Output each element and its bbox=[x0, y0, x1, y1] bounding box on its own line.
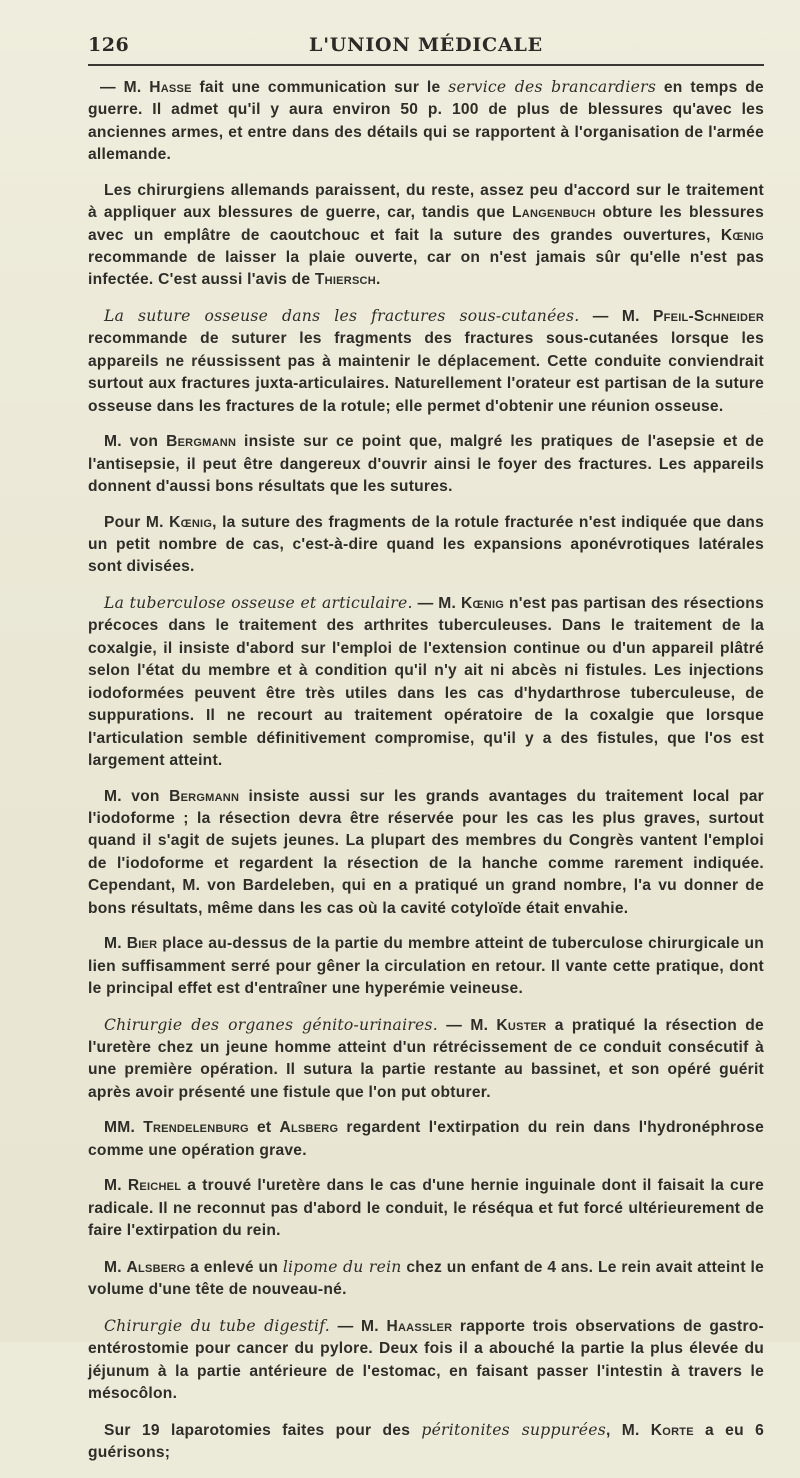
paragraph bbox=[88, 1419, 764, 1465]
text-run: Pour M. bbox=[104, 513, 170, 531]
text-run: rapporte trois observations de gastro-entérostomie pour cancer du pylore. Deux fois il a abouché la partie la plus élevée du jéjunum à la partie antérieure de l'estomac, en faisant passer l'intestin à travers le mésocôlon. bbox=[88, 1317, 764, 1402]
text-run: a enlevé un bbox=[185, 1258, 283, 1276]
author-name: Bergmann bbox=[169, 787, 240, 805]
text-run: recommande de laisser la plaie ouverte, car on n'est jamais sûr qu'elle n'est pas infectée. C'est aussi l'avis de bbox=[88, 249, 764, 289]
text-run: M. bbox=[104, 1177, 128, 1195]
author-name: Thiersch bbox=[314, 271, 376, 289]
text-run: — M. bbox=[579, 308, 653, 326]
author-name: Pfeil-Schneider bbox=[652, 308, 765, 326]
paragraph bbox=[88, 786, 764, 920]
page-number: 126 bbox=[88, 34, 130, 56]
author-name: Reichel bbox=[127, 1177, 182, 1195]
paragraph bbox=[88, 1117, 764, 1162]
paragraph bbox=[88, 512, 764, 579]
author-name: Kœnig bbox=[720, 226, 764, 244]
running-header bbox=[88, 30, 764, 64]
text-run: , M. bbox=[605, 1421, 651, 1439]
text-run: a pratiqué la résection de l'uretère chez un jeune homme atteint d'un rétrécissement de ce conduit consécutif à une première opération. Il sutura la partie restante au bassinet, et son opéré guérit après avoir présenté une fistule que l'on put obturer. bbox=[88, 1016, 764, 1101]
text-run: insiste aussi sur les grands avantages du traitement local par l'iodoforme ; la résection devra être réservée pour les cas les plus graves, surtout quand il s'agit de sujets jeunes. La plupart des membres du Congrès vantent l'emploi de l'iodoforme et regardent la résection de la hanche comme rarement indiquée. Cependant, M. von Bardeleben, qui en a pratiqué un grand nombre, l'a vu donner de bons résultats, même dans les cas où la cavité cotyloïde était envahie. bbox=[88, 787, 764, 917]
paragraph bbox=[88, 1175, 764, 1242]
text-run: M. bbox=[104, 935, 127, 953]
author-name: Kœnig bbox=[461, 595, 505, 613]
text-run: M. von bbox=[104, 433, 167, 451]
author-name: Alsberg bbox=[126, 1258, 186, 1276]
author-name: Kœnig bbox=[169, 513, 213, 531]
paragraph bbox=[88, 305, 764, 418]
text-run: M. bbox=[104, 1258, 127, 1276]
paragraph bbox=[88, 1014, 764, 1105]
italic-heading: lipome du rein bbox=[282, 1257, 402, 1276]
text-run: Sur 19 laparotomies faites pour des bbox=[104, 1421, 422, 1439]
text-run: chez un enfant de 4 ans. Le rein avait atteint le volume d'une tête de nouveau-né. bbox=[88, 1258, 764, 1299]
italic-heading: Chirurgie du tube digestif. bbox=[104, 1316, 330, 1335]
text-run: — M. bbox=[100, 79, 150, 96]
article-body bbox=[88, 76, 764, 1478]
paragraph bbox=[88, 76, 764, 167]
journal-title: L'UNION MÉDICALE bbox=[309, 34, 543, 56]
text-run: a trouvé l'uretère dans le cas d'une hernie inguinale dont il faisait la cure radicale. Il ne reconnut pas d'abord le conduit, le réséqua et fut forcé ultérieurement de faire l'extirpation du rein. bbox=[88, 1177, 764, 1240]
author-name: Hasse bbox=[149, 79, 192, 96]
italic-heading: service des brancardiers bbox=[448, 78, 657, 96]
paragraph bbox=[88, 592, 764, 772]
italic-heading: Chirurgie des organes génito-urinaires. bbox=[104, 1015, 438, 1034]
text-run: — M. bbox=[329, 1317, 387, 1335]
author-name: Alsberg bbox=[279, 1119, 339, 1137]
paragraph bbox=[88, 1256, 764, 1302]
text-run: Les chirurgiens allemands paraissent, du reste, assez peu d'accord sur le traitement à appliquer aux blessures de guerre, car, tandis que bbox=[88, 181, 764, 222]
author-name: Haassler bbox=[386, 1317, 453, 1335]
text-run: fait une communication sur le bbox=[191, 79, 449, 96]
text-run: obture les blessures avec un emplâtre de caoutchouc et fait la suture des grandes ouvertures, bbox=[88, 204, 765, 244]
text-run: , la suture des fragments de la rotule fracturée n'est indiquée que dans un petit nombre de cas, c'est-à-dire quand les expansions aponévrotiques latérales sont divisées. bbox=[88, 513, 765, 576]
italic-heading: La suture osseuse dans les fractures sous-cutanées. bbox=[104, 307, 580, 326]
text-run: M. von bbox=[104, 787, 170, 805]
author-name: Korte bbox=[650, 1421, 694, 1439]
text-run: a eu 6 guérisons; bbox=[88, 1421, 764, 1461]
paragraph bbox=[88, 1315, 764, 1406]
paragraph bbox=[88, 431, 764, 498]
text-run: place au-dessus de la partie du membre atteint de tuberculose chirurgicale un lien suffisamment serré pour gêner la circulation en retour. Il vante cette pratique, dont le principal effet est d'entraîner une hyperémie veineuse. bbox=[88, 935, 764, 997]
author-name: Trendelenburg bbox=[143, 1119, 249, 1137]
paragraph bbox=[88, 180, 764, 292]
text-run: regardent l'extirpation du rein dans l'hydronéphrose comme une opération grave. bbox=[88, 1119, 764, 1159]
author-name: Bergmann bbox=[166, 433, 237, 451]
text-run: MM. bbox=[104, 1119, 144, 1137]
text-run: et bbox=[248, 1119, 280, 1137]
text-run: en temps de guerre. Il admet qu'il y aura environ 50 p. 100 de plus de blessures qu'avec les anciennes armes, et entre dans des détails qui se rapportent à l'organisation de l'armée allemande. bbox=[88, 79, 764, 164]
text-run: insiste sur ce point que, malgré les pratiques de l'asepsie et de l'antisepsie, il peut être dangereux d'ouvrir ainsi le foyer des fractures. Les appareils donnent d'aussi bons résultats que les sutures. bbox=[88, 433, 764, 496]
text-run: n'est pas partisan des résections précoces dans le traitement des arthrites tuberculeuses. Dans le traitement de la coxalgie, il insiste d'abord sur l'emploi de l'extension continue ou d'un appareil plâtré selon l'état du membre et à condition qu'il n'y ait ni abcès ni fistules. Les injections iodoformées peuvent être très utiles dans les cas d'hydarthrose tuberculeuse, de suppurations. Il ne recourt au traitement opératoire de la coxalgie que lorsque l'articulation semble définitivement compromise, qu'il y a des fistules, que l'os est largement atteint. bbox=[88, 595, 765, 769]
italic-heading: La tuberculose osseuse et articulaire. bbox=[104, 594, 413, 613]
text-run: — M. bbox=[412, 595, 462, 613]
text-run: recommande de suturer les fragments des fractures sous-cutanées lorsque les appareils ne réussissent pas à maintenir le déplacement. Cette conduite conviendrait surtout aux fractures juxta-articulaires. Naturellement l'orateur est partisan de la suture osseuse dans les fractures de la rotule; elle permet d'obtenir une réunion osseuse. bbox=[88, 330, 764, 415]
paragraph bbox=[88, 933, 764, 1000]
text-run: . bbox=[375, 271, 381, 289]
author-name: Langenbuch bbox=[512, 204, 596, 222]
author-name: Kuster bbox=[496, 1016, 547, 1034]
header-rule bbox=[88, 64, 764, 66]
text-run: — M. bbox=[437, 1016, 497, 1034]
italic-heading: péritonites suppurées bbox=[421, 1420, 606, 1439]
author-name: Bier bbox=[126, 935, 158, 953]
